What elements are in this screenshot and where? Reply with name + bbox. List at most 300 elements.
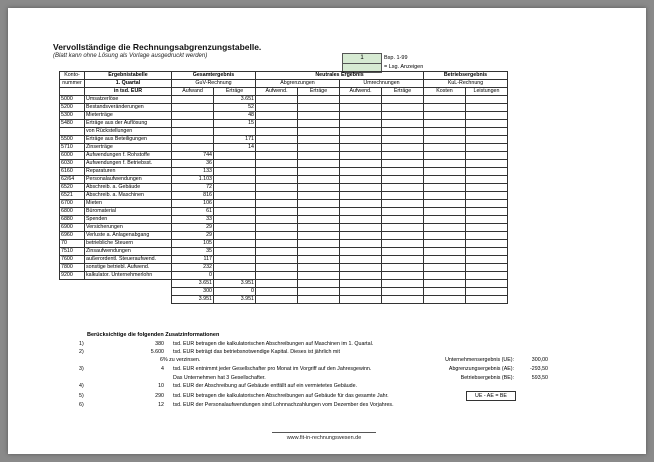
- example-number-input[interactable]: 1: [342, 53, 382, 64]
- note-text: tsd. EUR betragen die kalkulatorischen Abschreibungen auf Gebäude für das gesamte Jahr.: [173, 393, 389, 399]
- input-cell[interactable]: [340, 168, 382, 176]
- input-cell[interactable]: [256, 168, 298, 176]
- account-name-cell: Mieterträge: [85, 112, 172, 120]
- total-ertrag-cell: 3.951: [214, 280, 256, 288]
- input-cell[interactable]: [340, 192, 382, 200]
- aufwand-cell: 133: [172, 168, 214, 176]
- input-cell[interactable]: [382, 136, 424, 144]
- ertrag-cell: [214, 248, 256, 256]
- account-name-cell: Verluste a. Anlagenabgang: [85, 232, 172, 240]
- input-cell[interactable]: [424, 120, 466, 128]
- input-cell[interactable]: [298, 216, 340, 224]
- konto-cell: 70: [60, 240, 85, 248]
- input-cell[interactable]: [298, 208, 340, 216]
- input-cell[interactable]: [256, 224, 298, 232]
- aufwand-cell: [172, 104, 214, 112]
- aufwand-cell: 744: [172, 152, 214, 160]
- table-row: [60, 208, 508, 216]
- input-cell[interactable]: [382, 208, 424, 216]
- input-cell[interactable]: [340, 112, 382, 120]
- input-cell[interactable]: [298, 248, 340, 256]
- total-aufwand-cell: 3.951: [172, 296, 214, 304]
- table-row: [60, 240, 508, 248]
- input-cell[interactable]: [382, 232, 424, 240]
- account-name-cell: außerordentl. Steueraufwend.: [85, 256, 172, 264]
- input-cell[interactable]: [466, 128, 508, 136]
- account-name-cell: sonstige betriebl. Aufwend.: [85, 264, 172, 272]
- input-cell[interactable]: [424, 248, 466, 256]
- table-row: [60, 144, 508, 152]
- header-aufwand: Aufwand: [172, 88, 214, 96]
- ertrag-cell: 3.651: [214, 96, 256, 104]
- input-cell[interactable]: [424, 216, 466, 224]
- spacer-cell: [60, 280, 85, 288]
- header-abgr-aufwend: Aufwend.: [256, 88, 298, 96]
- total-aufwand-cell: 300: [172, 288, 214, 296]
- konto-cell: 9200: [60, 272, 85, 280]
- input-cell[interactable]: [424, 280, 466, 288]
- input-cell[interactable]: [256, 152, 298, 160]
- account-name-cell: Zinserträge: [85, 144, 172, 152]
- account-name-cell: Abschreib. a. Maschinen: [85, 192, 172, 200]
- aufwand-cell: 232: [172, 264, 214, 272]
- ertrag-cell: [214, 192, 256, 200]
- ertrag-cell: [214, 176, 256, 184]
- input-cell[interactable]: [256, 296, 298, 304]
- input-cell[interactable]: [466, 136, 508, 144]
- input-cell[interactable]: [382, 264, 424, 272]
- table-row: [60, 120, 508, 128]
- header-unit: in tsd. EUR: [85, 88, 172, 96]
- konto-cell: [60, 128, 85, 136]
- input-cell[interactable]: [382, 272, 424, 280]
- aufwand-cell: [172, 128, 214, 136]
- ertrag-cell: 171: [214, 136, 256, 144]
- input-cell[interactable]: [382, 96, 424, 104]
- table-row: [60, 216, 508, 224]
- input-cell[interactable]: [466, 184, 508, 192]
- input-cell[interactable]: [424, 176, 466, 184]
- input-cell[interactable]: [340, 264, 382, 272]
- aufwand-cell: 117: [172, 256, 214, 264]
- input-cell[interactable]: [466, 168, 508, 176]
- input-cell[interactable]: [382, 176, 424, 184]
- note-number: 3): [79, 366, 84, 372]
- input-cell[interactable]: [424, 128, 466, 136]
- input-cell[interactable]: [382, 184, 424, 192]
- konto-cell: 6880: [60, 216, 85, 224]
- result-value: 593,50: [531, 375, 548, 381]
- input-cell[interactable]: [298, 96, 340, 104]
- input-cell[interactable]: [466, 112, 508, 120]
- account-name-cell: Spenden: [85, 216, 172, 224]
- header-gesamtergebnis: Gesamtergebnis: [172, 72, 256, 80]
- input-cell[interactable]: [424, 200, 466, 208]
- aufwand-cell: 105: [172, 240, 214, 248]
- konto-cell: 62/64: [60, 176, 85, 184]
- input-cell[interactable]: [256, 272, 298, 280]
- konto-cell: 6800: [60, 208, 85, 216]
- header-konto: Konto-: [60, 72, 85, 80]
- note-number: 6): [79, 402, 84, 408]
- input-cell[interactable]: [382, 168, 424, 176]
- input-cell[interactable]: [466, 296, 508, 304]
- input-cell[interactable]: [382, 224, 424, 232]
- konto-cell: 5500: [60, 136, 85, 144]
- account-name-cell: betriebliche Steuern: [85, 240, 172, 248]
- input-cell[interactable]: [382, 240, 424, 248]
- note-text: tsd. EUR betragen die kalkulatorischen Abschreibungen auf Maschinen im 1. Quartal.: [173, 341, 374, 347]
- header-empty: [60, 88, 85, 96]
- account-name-cell: Erträge aus Beteiligungen: [85, 136, 172, 144]
- konto-cell: 7600: [60, 256, 85, 264]
- input-cell[interactable]: [256, 104, 298, 112]
- input-cell[interactable]: [340, 152, 382, 160]
- input-cell[interactable]: [424, 272, 466, 280]
- page-title: Vervollständige die Rechnungsabgrenzungstabelle.: [53, 42, 262, 52]
- account-name-cell: kalkulator. Unternehmerlohn: [85, 272, 172, 280]
- total-aufwand-cell: 3.651: [172, 280, 214, 288]
- header-kul: KuL-Rechnung: [424, 80, 508, 88]
- input-cell[interactable]: [466, 232, 508, 240]
- input-cell[interactable]: [424, 192, 466, 200]
- input-cell[interactable]: [466, 272, 508, 280]
- input-cell[interactable]: [382, 296, 424, 304]
- footer-divider: [272, 432, 376, 433]
- aufwand-cell: 0: [172, 272, 214, 280]
- input-cell[interactable]: [256, 200, 298, 208]
- input-cell[interactable]: [298, 272, 340, 280]
- input-cell[interactable]: [256, 160, 298, 168]
- input-cell[interactable]: [298, 136, 340, 144]
- note-text: tsd. EUR der Abschreibung auf Gebäude entfällt auf ein vermietetes Gebäude.: [173, 383, 358, 389]
- note-number: 4): [79, 383, 84, 389]
- result-label: Unternehmensergebnis (UE):: [445, 357, 514, 363]
- input-cell[interactable]: [424, 232, 466, 240]
- input-cell[interactable]: [256, 208, 298, 216]
- aufwand-cell: 36: [172, 160, 214, 168]
- input-cell[interactable]: [382, 128, 424, 136]
- input-cell[interactable]: [340, 120, 382, 128]
- input-cell[interactable]: [298, 152, 340, 160]
- header-ergebnistabelle: Ergebnistabelle: [85, 72, 172, 80]
- input-cell[interactable]: [424, 240, 466, 248]
- konto-cell: 6700: [60, 200, 85, 208]
- header-quartal: 1. Quartal: [85, 80, 172, 88]
- note-text: 6% zu verzinsen.: [160, 357, 201, 363]
- input-cell[interactable]: [382, 144, 424, 152]
- input-cell[interactable]: [424, 96, 466, 104]
- input-cell[interactable]: [424, 264, 466, 272]
- konto-cell: 5300: [60, 112, 85, 120]
- ertrag-cell: [214, 128, 256, 136]
- aufwand-cell: [172, 144, 214, 152]
- account-name-cell: Aufwendungen f. Rohstoffe: [85, 152, 172, 160]
- result-label: Abgrenzungsergebnis (AE):: [448, 366, 514, 372]
- table-row: [60, 184, 508, 192]
- ertrag-cell: [214, 232, 256, 240]
- account-name-cell: Reparaturen: [85, 168, 172, 176]
- konto-cell: 6900: [60, 224, 85, 232]
- header-nummer: nummer: [60, 80, 85, 88]
- input-cell[interactable]: [466, 192, 508, 200]
- total-row: [60, 288, 508, 296]
- input-cell[interactable]: [298, 176, 340, 184]
- input-cell[interactable]: [382, 280, 424, 288]
- input-cell[interactable]: [466, 160, 508, 168]
- account-name-cell: Abschreib. a. Gebäude: [85, 184, 172, 192]
- input-cell[interactable]: [424, 160, 466, 168]
- input-cell[interactable]: [256, 128, 298, 136]
- input-cell[interactable]: [298, 200, 340, 208]
- input-cell[interactable]: [256, 280, 298, 288]
- spacer-cell: [60, 296, 85, 304]
- header-kosten: Kosten: [424, 88, 466, 96]
- input-cell[interactable]: [466, 264, 508, 272]
- ertrag-cell: [214, 152, 256, 160]
- input-cell[interactable]: [424, 184, 466, 192]
- input-cell[interactable]: [256, 176, 298, 184]
- konto-cell: 6520: [60, 184, 85, 192]
- input-cell[interactable]: [466, 248, 508, 256]
- ertrag-cell: [214, 256, 256, 264]
- aufwand-cell: [172, 112, 214, 120]
- input-cell[interactable]: [256, 248, 298, 256]
- input-cell[interactable]: [424, 104, 466, 112]
- input-cell[interactable]: [340, 280, 382, 288]
- note-number: 2): [79, 349, 84, 355]
- input-cell[interactable]: [466, 200, 508, 208]
- table-row: [60, 200, 508, 208]
- header-umr-ertraege: Erträge: [382, 88, 424, 96]
- input-cell[interactable]: [382, 160, 424, 168]
- input-cell[interactable]: [424, 208, 466, 216]
- input-cell[interactable]: [256, 288, 298, 296]
- input-cell[interactable]: [340, 136, 382, 144]
- table-row: [60, 192, 508, 200]
- input-cell[interactable]: [256, 256, 298, 264]
- input-cell[interactable]: [256, 112, 298, 120]
- header-neutral: Neutrales Ergebnis: [256, 72, 424, 80]
- input-cell[interactable]: [340, 288, 382, 296]
- aufwand-cell: [172, 96, 214, 104]
- input-cell[interactable]: [382, 152, 424, 160]
- input-cell[interactable]: [256, 144, 298, 152]
- table-row: [60, 112, 508, 120]
- note-value: 380: [155, 341, 164, 347]
- ertrag-cell: [214, 184, 256, 192]
- input-cell[interactable]: [298, 112, 340, 120]
- konto-cell: 6960: [60, 232, 85, 240]
- input-cell[interactable]: [298, 232, 340, 240]
- input-cell[interactable]: [382, 200, 424, 208]
- input-cell[interactable]: [424, 144, 466, 152]
- ertrag-cell: [214, 208, 256, 216]
- input-cell[interactable]: [298, 192, 340, 200]
- input-cell[interactable]: [340, 200, 382, 208]
- input-cell[interactable]: [424, 168, 466, 176]
- input-cell[interactable]: [466, 280, 508, 288]
- input-cell[interactable]: [466, 208, 508, 216]
- input-cell[interactable]: [298, 144, 340, 152]
- total-row: [60, 280, 508, 288]
- input-cell[interactable]: [424, 296, 466, 304]
- input-cell[interactable]: [466, 120, 508, 128]
- input-cell[interactable]: [466, 144, 508, 152]
- ertrag-cell: 15: [214, 120, 256, 128]
- input-cell[interactable]: [424, 224, 466, 232]
- input-cell[interactable]: [424, 152, 466, 160]
- ertrag-cell: [214, 264, 256, 272]
- note-text: tsd. EUR beträgt das betriebsnotwendige Kapital. Dieses ist jährlich mit: [173, 349, 340, 355]
- input-cell[interactable]: [424, 112, 466, 120]
- input-cell[interactable]: [256, 192, 298, 200]
- input-cell[interactable]: [466, 240, 508, 248]
- input-cell[interactable]: [340, 96, 382, 104]
- input-cell[interactable]: [340, 256, 382, 264]
- input-cell[interactable]: [340, 224, 382, 232]
- input-cell[interactable]: [382, 248, 424, 256]
- input-cell[interactable]: [340, 296, 382, 304]
- header-betrieb: Betriebsergebnis: [424, 72, 508, 80]
- input-cell[interactable]: [340, 208, 382, 216]
- account-name-cell: Mieten: [85, 200, 172, 208]
- input-cell[interactable]: [340, 216, 382, 224]
- input-cell[interactable]: [466, 96, 508, 104]
- input-cell[interactable]: [298, 240, 340, 248]
- input-cell[interactable]: [424, 136, 466, 144]
- input-cell[interactable]: [382, 256, 424, 264]
- input-cell[interactable]: [340, 176, 382, 184]
- table-row: [60, 104, 508, 112]
- ertrag-cell: [214, 272, 256, 280]
- input-cell[interactable]: [382, 112, 424, 120]
- input-cell[interactable]: [256, 240, 298, 248]
- page-subtitle: (Blatt kann ohne Lösung als Vorlage ausgedruckt werden): [53, 53, 208, 59]
- account-name-cell: Bestandsveränderungen: [85, 104, 172, 112]
- aufwand-cell: 72: [172, 184, 214, 192]
- account-name-cell: Büromaterial: [85, 208, 172, 216]
- ertrag-cell: 14: [214, 144, 256, 152]
- input-cell[interactable]: [466, 224, 508, 232]
- note-value: 12: [158, 402, 164, 408]
- input-cell[interactable]: [298, 224, 340, 232]
- results-table: [59, 71, 508, 304]
- spacer-cell: [85, 280, 172, 288]
- input-cell[interactable]: [340, 128, 382, 136]
- total-row: [60, 296, 508, 304]
- input-cell[interactable]: [466, 176, 508, 184]
- table-row: [60, 176, 508, 184]
- input-cell[interactable]: [340, 144, 382, 152]
- konto-cell: 6000: [60, 152, 85, 160]
- konto-cell: 7800: [60, 264, 85, 272]
- total-ertrag-cell: 3.951: [214, 296, 256, 304]
- table-row: [60, 256, 508, 264]
- aufwand-cell: 29: [172, 224, 214, 232]
- input-cell[interactable]: [466, 256, 508, 264]
- input-cell[interactable]: [340, 272, 382, 280]
- input-cell[interactable]: [424, 288, 466, 296]
- header-abgr-ertraege: Erträge: [298, 88, 340, 96]
- konto-cell: 5480: [60, 120, 85, 128]
- ertrag-cell: [214, 240, 256, 248]
- solution-label: = Lsg. Anzeigen: [384, 64, 424, 70]
- input-cell[interactable]: [340, 184, 382, 192]
- aufwand-cell: [172, 120, 214, 128]
- input-cell[interactable]: [298, 280, 340, 288]
- table-row: [60, 160, 508, 168]
- input-cell[interactable]: [382, 104, 424, 112]
- input-cell[interactable]: [256, 96, 298, 104]
- ertrag-cell: [214, 224, 256, 232]
- example-label: Bsp. 1-99: [384, 55, 408, 61]
- input-cell[interactable]: [298, 128, 340, 136]
- table-row: [60, 152, 508, 160]
- input-cell[interactable]: [340, 240, 382, 248]
- input-cell[interactable]: [256, 136, 298, 144]
- input-cell[interactable]: [298, 168, 340, 176]
- input-cell[interactable]: [298, 296, 340, 304]
- aufwand-cell: 1.103: [172, 176, 214, 184]
- input-cell[interactable]: [382, 216, 424, 224]
- table-row: [60, 136, 508, 144]
- input-cell[interactable]: [298, 120, 340, 128]
- account-name-cell: von Rückstellungen: [85, 128, 172, 136]
- total-ertrag-cell: 0: [214, 288, 256, 296]
- konto-cell: 5710: [60, 144, 85, 152]
- input-cell[interactable]: [298, 104, 340, 112]
- input-cell[interactable]: [382, 288, 424, 296]
- account-name-cell: Umsatzerlöse: [85, 96, 172, 104]
- input-cell[interactable]: [298, 264, 340, 272]
- input-cell[interactable]: [466, 104, 508, 112]
- input-cell[interactable]: [382, 192, 424, 200]
- input-cell[interactable]: [256, 184, 298, 192]
- konto-cell: 7510: [60, 248, 85, 256]
- aufwand-cell: 33: [172, 216, 214, 224]
- konto-cell: 5000: [60, 96, 85, 104]
- input-cell[interactable]: [298, 288, 340, 296]
- input-cell[interactable]: [466, 288, 508, 296]
- result-label: Betriebsergebnis (BE):: [460, 375, 514, 381]
- aufwand-cell: [172, 136, 214, 144]
- header-guv: GuV-Rechnung: [172, 80, 256, 88]
- input-cell[interactable]: [256, 216, 298, 224]
- input-cell[interactable]: [340, 104, 382, 112]
- input-cell[interactable]: [256, 120, 298, 128]
- aufwand-cell: 35: [172, 248, 214, 256]
- input-cell[interactable]: [256, 264, 298, 272]
- input-cell[interactable]: [340, 232, 382, 240]
- konto-cell: 6030: [60, 160, 85, 168]
- table-row: [60, 168, 508, 176]
- input-cell[interactable]: [466, 152, 508, 160]
- input-cell[interactable]: [340, 160, 382, 168]
- input-cell[interactable]: [382, 120, 424, 128]
- note-text: tsd. EUR entnimmt jeder Gesellschafter pro Monat im Vorgriff auf den Jahresgewinn.: [173, 366, 372, 372]
- input-cell[interactable]: [466, 216, 508, 224]
- spacer-cell: [85, 288, 172, 296]
- input-cell[interactable]: [340, 248, 382, 256]
- input-cell[interactable]: [298, 160, 340, 168]
- ertrag-cell: [214, 168, 256, 176]
- input-cell[interactable]: [424, 256, 466, 264]
- input-cell[interactable]: [298, 256, 340, 264]
- aufwand-cell: 816: [172, 192, 214, 200]
- input-cell[interactable]: [256, 232, 298, 240]
- input-cell[interactable]: [298, 184, 340, 192]
